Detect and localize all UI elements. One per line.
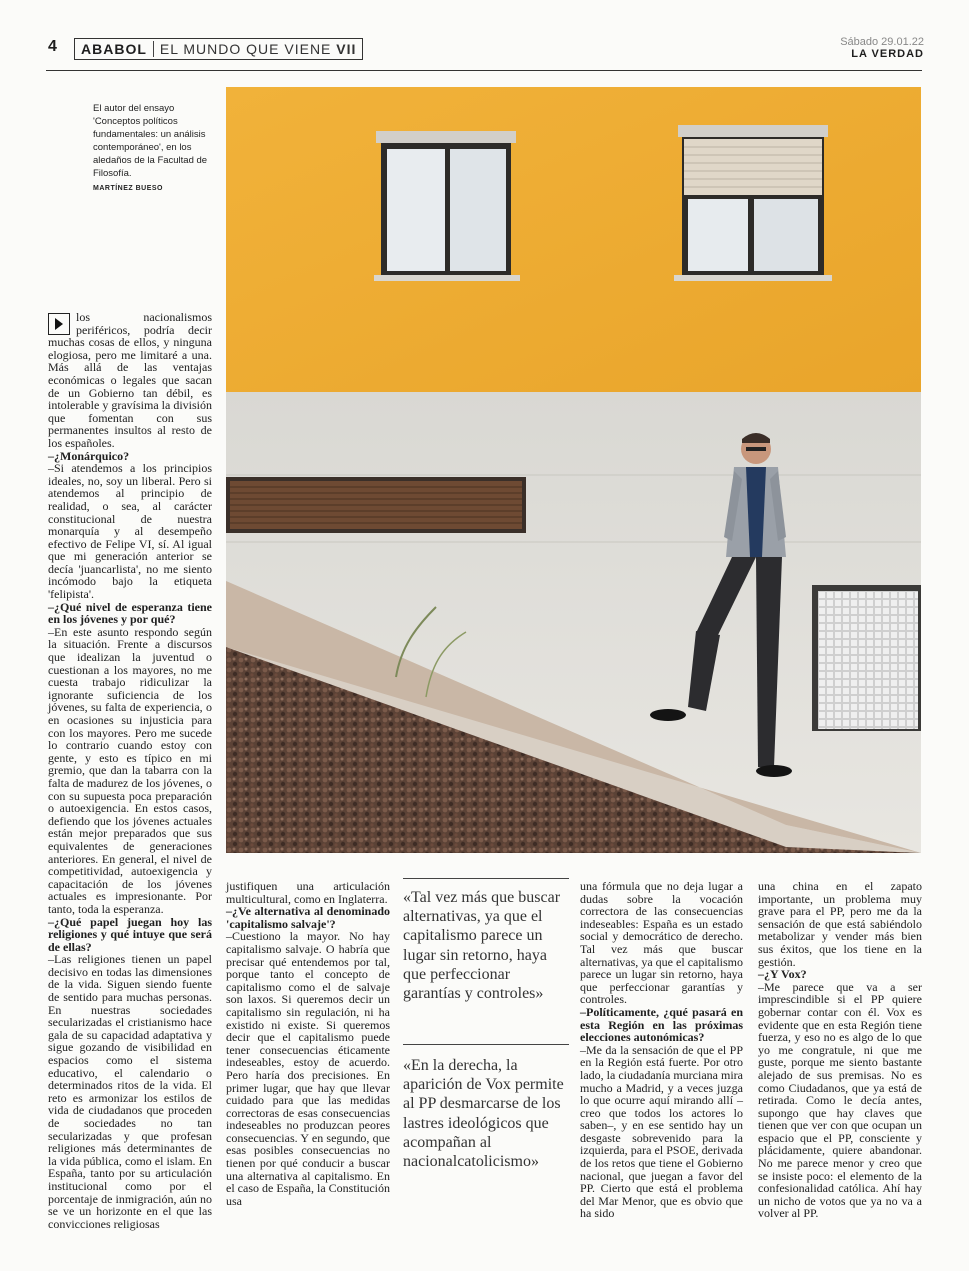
question: –¿Qué nivel de esperanza tiene en los jóvenes y por qué?: [48, 599, 212, 627]
page-header: [46, 36, 924, 66]
question: –¿Monárquico?: [48, 448, 130, 463]
brand-name: ABABOL: [81, 41, 154, 57]
chevron-right-icon: [48, 313, 70, 335]
newspaper-name: LA VERDAD: [851, 48, 924, 60]
paragraph: –En este asunto respondo según la situación. Frente a discursos que idealizan la juventud o cuestionan a los mayores, no me cuesta trabajo ridiculizar la ignorante suficiencia de los jóvenes, su falta de experiencia, o en ocasiones su injusticia para con los mayores. Pero me sucede lo contrario cuando estoy con gente, y esto es típico en mi gremio, que dan la tabarra con la falta de madurez de los jóvenes, o con su supuesta poca preparación o autoexigencia. En estos casos, defiendo que los jóvenes actuales están mejor preparados que sus equivalentes de generaciones anteriores. En general, el nivel de competitividad, autoexigencia y capacitación de los jóvenes actuales es impresionante. Por tanto, toda la esperanza.: [48, 624, 212, 916]
page-number: 4: [48, 38, 57, 55]
question: –¿Ve alternativa al denominado 'capitalismo salvaje'?: [226, 904, 390, 931]
photo-credit: MARTÍNEZ BUESO: [93, 185, 163, 192]
paragraph: los nacionalismos periféricos, podría decir muchas cosas de ellos, y ninguna elogiosa, pero me limitaré a una. Más allá de las ventajas económicas o legales que sacan de un Gobierno tan débil, es intolerable y gravísima la división que fomentan con sus permanentes insultos al resto de los españoles.: [48, 310, 212, 450]
question: –Políticamente, ¿qué pasará en esta Región en las próximas elecciones autonómicas?: [580, 1004, 743, 1045]
paragraph: –Me da la sensación de que el PP en la Región está fuerte. Por otro lado, la ciudadanía murciana mira mucho a Madrid, y a veces juzga lo que ocurre aquí mirando allí –creo que todos los actores lo saben–, y en ese sentido hay un desgaste sobrevenido para la izquierda, para el PSOE, derivada de los retos que tiene el Gobierno nacional, que juegan a favor del PP. Cierto que está el problema del Mar Menor, que es obvio que ha sido: [580, 1042, 743, 1221]
pull-quote-2: «En la derecha, la aparición de Vox permite al PP desmarcarse de los lastres ideológicos que acompañan al nacionalcatolicismo»: [403, 1057, 564, 1171]
article-column-1: [48, 310, 212, 1231]
question: –¿Qué papel juegan hoy las religiones y qué intuye que será de ellas?: [48, 914, 212, 954]
caption-text: El autor del ensayo 'Conceptos políticos fundamentales: un análisis contemporáneo', en los aledaños de la Facultad de Filosofía.: [93, 103, 208, 179]
paragraph: una fórmula que no deja lugar a dudas sobre la vocación correctora de las consecuencias indeseables: España es un estado social y democrático de derecho. Tal vez más que buscar alternativas, ya que el capitalismo parece un lugar sin retorno, haya que perfeccionar garantías y controles.: [580, 879, 743, 1007]
photo-illustration: [226, 87, 921, 853]
pull-quote-rule: [403, 1044, 569, 1045]
issue-date: Sábado 29.01.22: [840, 36, 924, 48]
question: –¿Y Vox?: [758, 967, 807, 982]
photo-caption: [93, 102, 215, 195]
paragraph: –Las religiones tienen un papel decisivo en todas las dimensiones de la vida. Siguen siendo fuente de sentido para muchas personas. En nuestras sociedades secularizadas el cristianismo hace gala de su capacidad adaptativa y sigue gozando de visibilidad en espacios como el sistema educativo, el calendario o determinados ritos de la vida. El reto es armonizar los estilos de vida de ciudadanos que proceden de sociedades no tan secularizadas y que profesan religiones más determinantes de la vida pública, como el islam. En España, tanto por su articulación institucional como por el porcentaje de inmigración, aún no se ve un horizonte en el que las convicciones religiosas: [48, 952, 212, 1231]
paragraph: –Si atendemos a los principios ideales, no, soy un liberal. Pero si atendemos al principio de realidad, o sea, al carácter constitucional de nuestra monarquía y al desempeño efectivo de Felipe VI, sí. Al igual que mi generación anterior se decía 'juancarlista', no me siento incómodo bajo la etiqueta 'felipista'.: [48, 461, 212, 602]
paragraph: una china en el zapato importante, un problema muy grave para el PP, pero me da la sensación de que está sabiéndolo metabolizar y vender más bien sus éxitos, que los tiene en la gestión.: [758, 879, 922, 969]
pull-quote-rule: [403, 878, 569, 879]
article-column-2: [226, 880, 390, 1210]
article-column-4: [758, 879, 922, 1221]
paragraph: –Cuestiono la mayor. No hay capitalismo salvaje. O habría que precisar qué entendemos por tal, porque tanto el concepto de capitalismo como el de salvaje son laxos. Si queremos decir un capitalismo sin regulación, ni ha existido ni existe. Si queremos decir que el capitalismo puede tener consecuencias éticamente indeseables, estoy de acuerdo. Pero haría dos precisiones. En primer lugar, que hay que llevar cuidado para que las medidas correctoras de esas consecuencias indeseables no produzcan peores consecuencias. Y en segundo, que esas posibles consecuencias no tienen por qué conducir a buscar una alternativa al capitalismo. En el caso de España, la Constitución usa: [226, 929, 390, 1208]
article-photo: [226, 87, 921, 853]
header-rule: [46, 70, 922, 71]
section-title: EL MUNDO QUE VIENE VII: [159, 41, 357, 57]
pull-quote-1: «Tal vez más que buscar alternativas, ya que el capitalismo parece un lugar sin retorno, haya que perfeccionar garantías y controles»: [403, 889, 561, 1003]
paragraph: –Me parece que va a ser imprescindible si el PP quiere gobernar contar con él. Vox es evidente que en esta Región tiene fuerza, y eso no es algo de lo que yo me congratule, ni que me guste, porque me siento bastante alejado de sus premisas. No es como Ciudadanos, que ya está de retirada. Como le decía antes, supongo que hay claves que tienen que ver con que ocupan un espacio que el PP, consciente y plácidamente, quiere abandonar. No me parece menor y creo que se insiste poco: el elemento de la confesionalidad católica. Ahí hay un nicho de votos que ya no va a volver al PP.: [758, 979, 922, 1221]
section-label: [74, 38, 363, 60]
article-column-3: [580, 879, 743, 1221]
paragraph: justifiquen una articulación multicultural, como en Inglaterra.: [226, 879, 390, 906]
